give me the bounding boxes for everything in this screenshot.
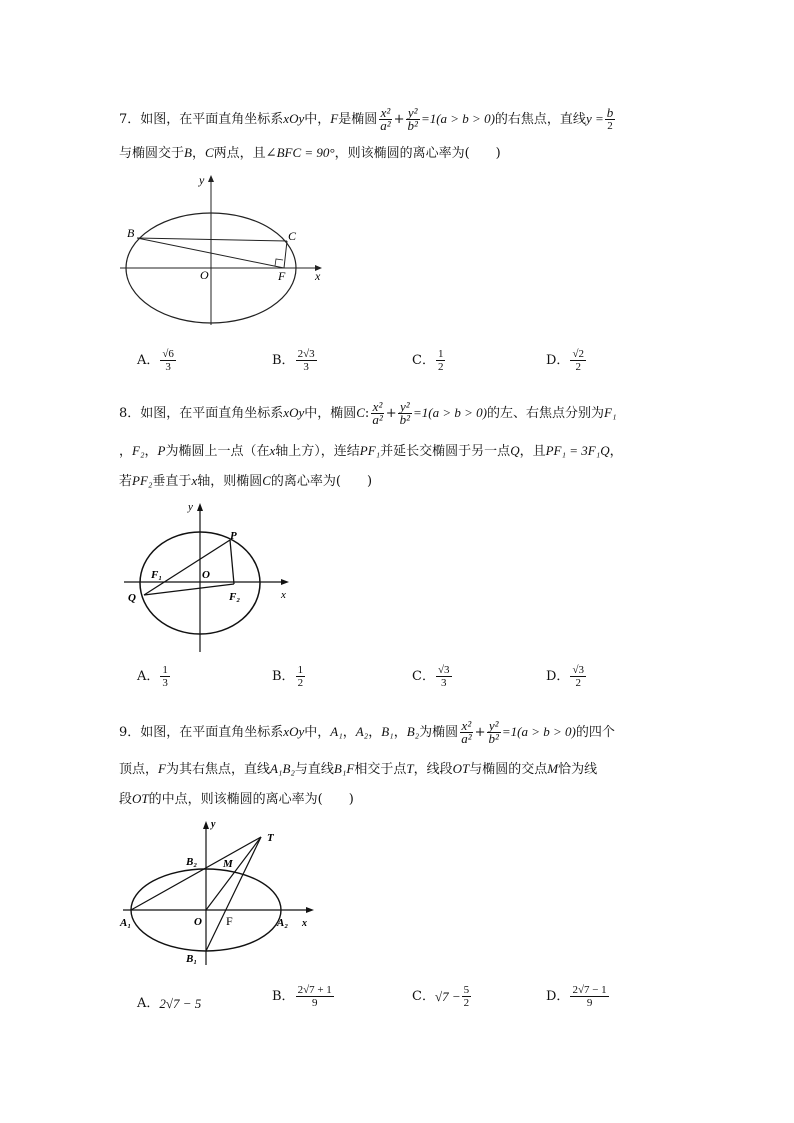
q9-line-B1T (206, 837, 261, 951)
q7-segment-CF (284, 241, 287, 268)
q9-label-A1: A₁ (120, 917, 132, 929)
q8-y-arrow (197, 503, 203, 511)
q8-choice-d[interactable]: D． $\frac{√3}{2}$ (546, 664, 584, 689)
q7-right-angle-mark (275, 259, 283, 266)
q9-label-y: y (211, 819, 216, 830)
q9-choice-c[interactable]: C．√7 − $\frac{5}{2}$ (412, 984, 470, 1009)
q9-x-arrow (306, 907, 314, 913)
q9-label-x: x (302, 918, 307, 929)
q8-label-F2: F₂ (229, 591, 241, 603)
q9-choice-a[interactable]: A．2√7 − 5 (137, 995, 202, 1011)
q8-label-y: y (188, 501, 193, 513)
q7-label-O: O (200, 268, 209, 282)
q7-choice-d[interactable]: D． $\frac{√2}{2}$ (546, 348, 584, 373)
q8-line-2: ，F₂，P为椭圆上一点（在x轴上方），连结PF₁并延长交椭圆于另一点Q，且PF₁ = 3F₁Q， (119, 443, 623, 459)
q7-figure (115, 170, 330, 330)
q7-number: 7． (119, 112, 141, 127)
q7-x-fraction: $\frac{\text{x²}}{\text{a²}}$ (380, 105, 391, 133)
q7-choice-a[interactable]: A． $\frac{√6}{3}$ (137, 348, 174, 373)
q9-line-2: 顶点，F为其右焦点，直线A₁B₂与直线B₁F相交于点T，线段OT与椭圆的交点M恰为线 (119, 761, 598, 777)
q9-y-arrow (203, 821, 209, 829)
q9-label-B1: B₁ (186, 953, 198, 965)
q8-y-fraction: $\frac{\text{y²}}{\text{b²}}$ (399, 399, 411, 427)
q9-choice-d[interactable]: D． $\frac{2√7 - 1}{9}$ (546, 984, 607, 1009)
q9-label-A2: A₂ (277, 917, 289, 929)
q8-label-x: x (281, 589, 286, 601)
q8-x-fraction: $\frac{\text{x²}}{\text{a²}}$ (372, 399, 383, 427)
q8-line-3: 若PF₂垂直于x轴，则椭圆C的离心率为( ) (119, 473, 373, 489)
q7-label-B: B (127, 226, 135, 240)
q8-segment-PF2 (230, 540, 234, 584)
q7-label-y: y (199, 173, 205, 187)
q7-label-x: x (315, 269, 321, 283)
q8-label-P: P (230, 530, 237, 542)
q9-segment-OT (206, 837, 261, 910)
q8-figure (118, 497, 298, 657)
q9-line-1: 9．如图，在平面直角坐标系xOy中，A₁，A₂，B₁，B₂为椭圆 $\frac{\text{x²}}{\text{a²}}$ + $\frac{\text{y²}}{\text{b²}}$ =1(a > b > 0)的四个 (119, 718, 615, 746)
q9-label-B2: B₂ (186, 856, 198, 868)
q7-line-1: 7．如图，在平面直角坐标系xOy中，F是椭圆 $\frac{\text{x²}}{\text{a²}}$ + $\frac{\text{y²}}{\text{b²}}$ =1(a > b > 0)的右焦点，直线y = $\frac{b}{2}$ (119, 105, 614, 133)
q7-y-arrow (208, 175, 214, 182)
q9-label-M: M (223, 858, 233, 870)
q7-label-F: F (278, 269, 286, 283)
q8-number: 8． (119, 406, 141, 421)
q8-choice-a[interactable]: A． $\frac{1}{3}$ (137, 664, 168, 689)
q9-x-fraction: $\frac{\text{x²}}{\text{a²}}$ (461, 718, 472, 746)
q9-figure (113, 815, 323, 970)
q8-line-1: 8．如图，在平面直角坐标系xOy中，椭圆C: $\frac{\text{x²}}{\text{a²}}$ + $\frac{\text{y²}}{\text{b²}}$ =1(a > b > 0)的左、右焦点分别为F₁ (119, 399, 617, 427)
q7-segment-BC (137, 238, 287, 241)
q8-label-F1: F₁ (151, 569, 163, 581)
q8-x-arrow (281, 579, 289, 585)
q7-line-2: 与椭圆交于B，C两点，且∠BFC = 90°，则该椭圆的离心率为( ) (119, 145, 501, 161)
q9-label-O: O (194, 916, 202, 928)
q8-label-Q: Q (128, 592, 136, 604)
q7-b-half: $\frac{b}{2}$ (606, 105, 614, 132)
q9-number: 9． (119, 725, 141, 740)
q8-choice-b[interactable]: B． $\frac{1}{2}$ (272, 664, 304, 689)
q7-choice-b[interactable]: B． $\frac{2√3}{3}$ (272, 348, 315, 373)
q9-label-F: F (226, 914, 233, 928)
q9-label-T: T (267, 832, 274, 844)
q7-y-fraction: $\frac{\text{y²}}{\text{b²}}$ (407, 105, 418, 133)
q7-label-C: C (288, 229, 297, 243)
q8-choice-c[interactable]: C． $\frac{√3}{3}$ (412, 664, 450, 689)
q9-line-3: 段OT的中点，则该椭圆的离心率为( ) (119, 791, 354, 807)
q9-y-fraction: $\frac{\text{y²}}{\text{b²}}$ (488, 718, 499, 746)
q9-choice-b[interactable]: B． $\frac{2√7 + 1}{9}$ (272, 984, 332, 1009)
q7-choice-c[interactable]: C． $\frac{1}{2}$ (412, 348, 444, 373)
q8-label-O: O (202, 569, 210, 581)
